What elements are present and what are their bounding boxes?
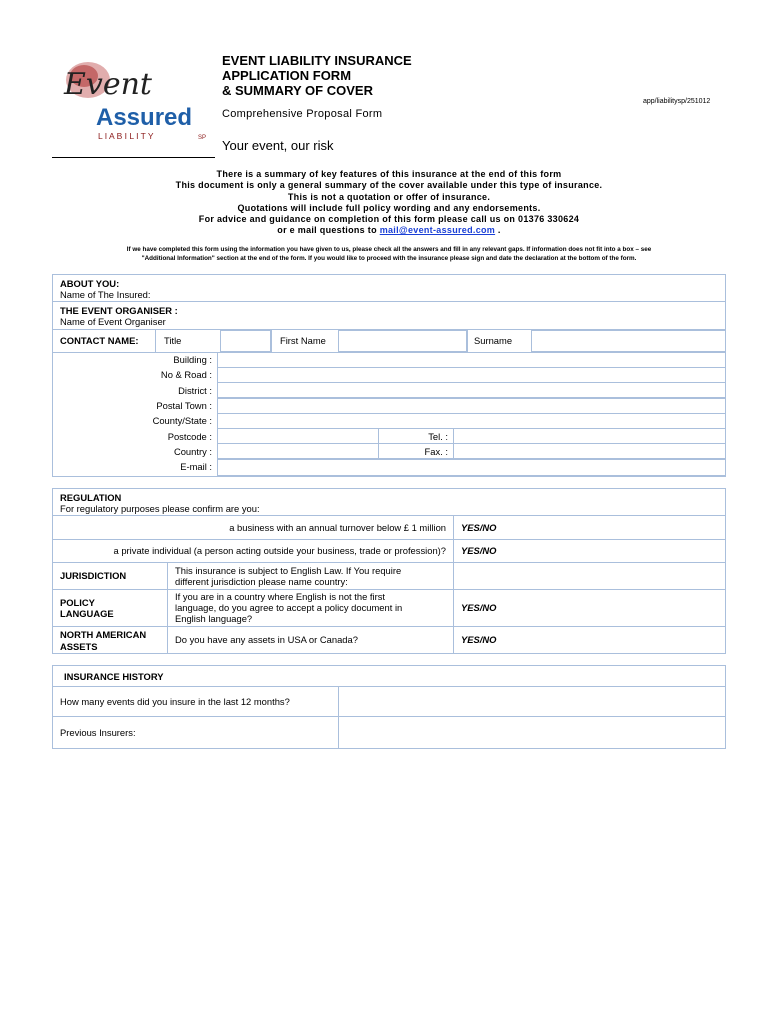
summary-line: There is a summary of key features of this insurance at the end of this form [216,169,562,179]
na-text: Do you have any assets in USA or Canada? [175,634,358,645]
county-label: County/State : [152,415,212,426]
logo-word-liability: L I A B I L I T Y [98,131,154,141]
first-name-label: First Name [280,335,326,346]
logo-word-assured: Assured [96,104,193,131]
postcode-input[interactable] [217,428,379,444]
email-label: E-mail : [180,461,212,472]
summary-line: For advice and guidance on completion of this form please call us on 01376 330624 [198,214,580,225]
title-line-3: & SUMMARY OF COVER [222,83,373,98]
county-input[interactable] [217,413,726,429]
jurisdiction-country-input[interactable] [453,562,726,590]
tel-input[interactable] [453,428,726,444]
email-suffix: . [495,225,501,236]
notice-line-2: "Additional Information" section at the end of the form. If you would like to proceed with the insurance please sign and date the declaration at the bottom of the form. [141,255,637,263]
summary-line: Quotations will include full policy wording and any endorsements. [237,202,541,213]
event-assured-logo [58,54,218,144]
postcode-label: Postcode : [167,431,212,442]
form-title [222,53,412,98]
summary-email-line [52,225,726,236]
jurisdiction-label: JURISDICTION [60,570,127,581]
q-private: a private individual (a person acting outside your business, trade or profession)? [113,545,446,556]
postal-town-label: Postal Town : [156,400,212,411]
logo-word-event: Event [64,67,152,102]
policy-label-2: LANGUAGE [60,608,114,619]
na-label-1: NORTH AMERICAN [60,629,147,640]
fax-label: Fax. : [424,446,448,457]
q-business: a business with an annual turnover below £ 1 million [229,522,446,533]
summary-line: This document is only a general summary of the cover available under this type of insurance. [175,180,603,191]
insured-name-label: Name of The Insured: [60,289,151,300]
country-input[interactable] [217,443,379,459]
organiser-heading: THE EVENT ORGANISER : [60,305,178,316]
contact-name-label: CONTACT NAME: [60,335,139,346]
district-input[interactable] [217,382,726,398]
title-input[interactable] [220,330,271,352]
form-subtitle: Comprehensive Proposal Form [222,108,383,120]
logo-suffix: SP [198,135,207,141]
country-label: Country : [173,446,212,457]
fax-input[interactable] [453,443,726,459]
previous-insurers-input[interactable] [338,716,726,749]
insurance-history-heading: INSURANCE HISTORY [64,671,164,682]
jurisdiction-text-2: different jurisdiction please name country: [175,576,348,587]
a-policy[interactable]: YES/NO [461,602,497,613]
about-you-heading: ABOUT YOU: [60,278,120,289]
notice-line-1: If we have completed this form using the information you have given to us, please check all the answers and fill in any relevant gaps. If information does not fit into a box – see [126,246,652,253]
a-business[interactable]: YES/NO [461,522,497,533]
q-events: How many events did you insure in the last 12 months? [60,696,290,707]
postal-town-input[interactable] [217,398,726,414]
a-private[interactable]: YES/NO [461,545,497,556]
road-label: No & Road : [160,369,212,380]
divider [52,157,215,158]
road-input[interactable] [217,367,726,383]
title-line-2: APPLICATION FORM [222,68,352,83]
surname-input[interactable] [531,330,726,352]
building-input[interactable] [217,352,726,368]
completion-notice [52,245,726,263]
organiser-name-label: Name of Event Organiser [60,316,166,327]
building-label: Building : [173,354,212,365]
jurisdiction-text-1: This insurance is subject to English Law. If You require [175,565,402,576]
surname-label: Surname [474,335,513,346]
first-name-input[interactable] [338,330,467,352]
email-link[interactable]: mail@event-assured.com [379,225,496,236]
district-label: District : [178,385,212,396]
summary-line: This is not a quotation or offer of insurance. [287,191,491,202]
email-prefix: or e mail questions to [277,225,380,236]
summary-block [52,169,726,237]
title-label: Title [164,335,182,346]
regulation-intro: For regulatory purposes please confirm are you: [60,503,260,514]
na-label-2: ASSETS [60,641,98,652]
policy-text-3: English language? [175,613,253,624]
q-insurers: Previous Insurers: [60,727,136,738]
tagline: Your event, our risk [222,138,334,153]
events-count-input[interactable] [338,686,726,717]
policy-label-1: POLICY [60,597,95,608]
form-reference: app/liabilitysp/251012 [643,98,711,105]
title-line-1: EVENT LIABILITY INSURANCE [222,53,412,68]
a-na[interactable]: YES/NO [461,634,497,645]
regulation-heading: REGULATION [60,492,122,503]
policy-text-2: language, do you agree to accept a policy document in [175,602,403,613]
tel-label: Tel. : [428,431,448,442]
policy-text-1: If you are in a country where English is not the first [175,591,385,602]
email-input[interactable] [217,459,726,476]
